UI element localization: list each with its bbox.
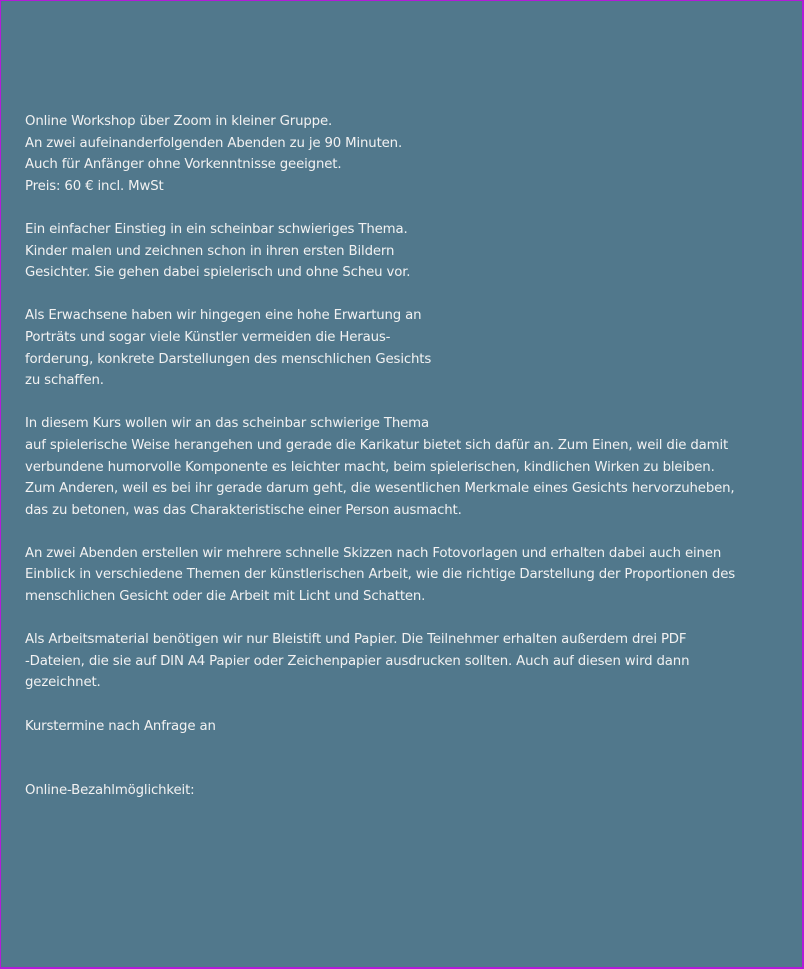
text-line: verbundene humorvolle Komponente es leichter macht, beim spielerischen, kindlichen Wirken zu bleiben. [25, 459, 715, 475]
text-line: Als Arbeitsmaterial benötigen wir nur Bleistift und Papier. Die Teilnehmer erhalten außerdem drei PDF [25, 632, 687, 648]
payment-label: Online-Bezahlmöglichkeit: [25, 783, 195, 799]
payment-paragraph [25, 780, 785, 802]
text-line: Zum Anderen, weil es bei ihr gerade darum geht, die wesentlichen Merkmale eines Gesichts hervorzuheben, [25, 481, 735, 497]
schedule-paragraph [25, 716, 785, 738]
text-line: Porträts und sogar viele Künstler vermeiden die Heraus- [25, 329, 391, 345]
text-line: auf spielerische Weise herangehen und gerade die Karikatur bietet sich dafür an. Zum Einen, weil die damit [25, 437, 729, 453]
text-line: Einblick in verschiedene Themen der künstlerischen Arbeit, wie die richtige Darstellung der Proportionen des [25, 567, 736, 583]
text-line: das zu betonen, was das Charakteristische einer Person ausmacht. [25, 502, 462, 518]
text-line: gezeichnet. [25, 675, 101, 691]
text-line: Kinder malen und zeichnen schon in ihren ersten Bildern [25, 243, 395, 259]
intro-line: An zwei aufeinanderfolgenden Abenden zu je 90 Minuten. [25, 135, 403, 151]
text-line: In diesem Kurs wollen wir an das scheinbar schwierige Thema [25, 416, 429, 432]
text-line: forderung, konkrete Darstellungen des menschlichen Gesichts [25, 351, 432, 367]
text-line: -Dateien, die sie auf DIN A4 Papier oder Zeichenpapier ausdrucken sollten. Auch auf diesen wird dann [25, 653, 690, 669]
paragraph-materials [25, 629, 785, 694]
text-line: Gesichter. Sie gehen dabei spielerisch und ohne Scheu vor. [25, 265, 411, 281]
schedule-text: Kurstermine nach Anfrage an [25, 718, 216, 734]
text-line: Ein einfacher Einstieg in ein scheinbar schwieriges Thema. [25, 221, 408, 237]
intro-paragraph [25, 111, 785, 197]
workshop-description [25, 111, 785, 823]
intro-line: Online Workshop über Zoom in kleiner Gruppe. [25, 114, 333, 129]
price-line: Preis: 60 € incl. MwSt [25, 178, 164, 194]
text-line: zu schaffen. [25, 373, 104, 389]
paragraph-adults [25, 305, 785, 391]
intro-line: Auch für Anfänger ohne Vorkenntnisse geeignet. [25, 157, 342, 173]
text-line: Als Erwachsene haben wir hingegen eine hohe Erwartung an [25, 308, 422, 324]
paragraph-intro-topic [25, 219, 785, 284]
text-line: menschlichen Gesicht oder die Arbeit mit Licht und Schatten. [25, 589, 426, 605]
text-line: An zwei Abenden erstellen wir mehrere schnelle Skizzen nach Fotovorlagen und erhalten dabei auch einen [25, 545, 722, 561]
paragraph-course-approach [25, 413, 785, 521]
paragraph-sessions [25, 543, 785, 608]
